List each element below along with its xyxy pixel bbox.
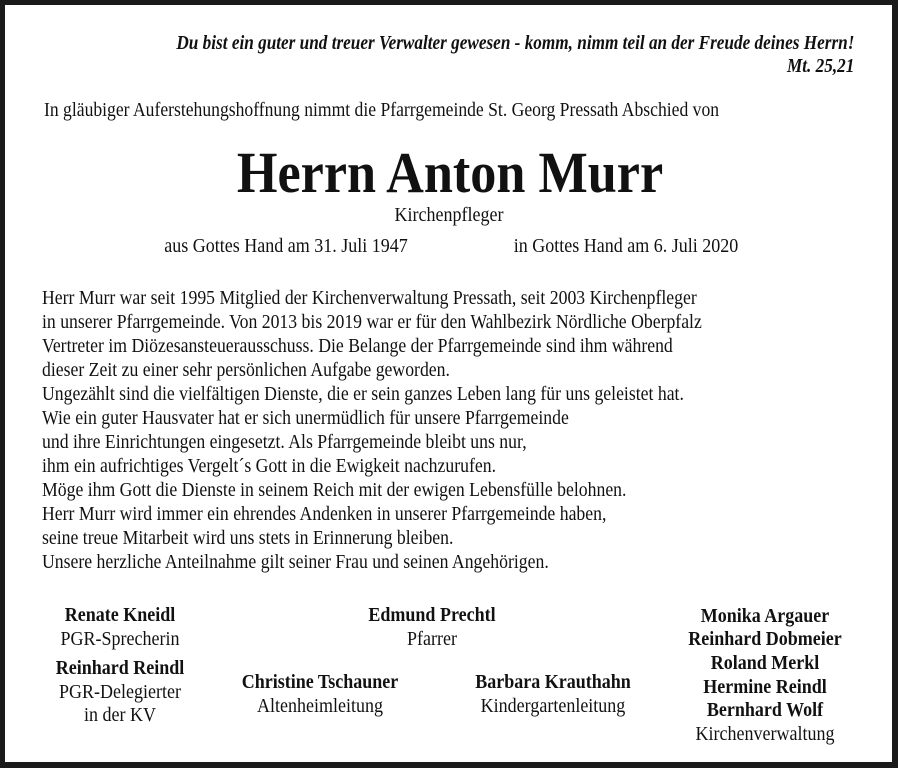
signer-role: PGR-Delegierter (59, 681, 181, 703)
signer-role: PGR-Sprecherin (60, 628, 180, 650)
signer-role: Altenheimleitung (257, 695, 383, 717)
body-line: in unserer Pfarrgemeinde. Von 2013 bis 2019 war er für den Wahlbezirk Nördliche Oberpfalz (42, 311, 702, 333)
intro-text: In gläubiger Auferstehungshoffnung nimmt die Pfarrgemeinde St. Georg Pressath Abschied von (44, 99, 720, 121)
signer-name: Christine Tschauner (241, 671, 399, 693)
body-line: Unsere herzliche Anteilnahme gilt seiner Frau und seinen Angehörigen. (42, 551, 549, 573)
signer-name: Barbara Krauthahn (475, 671, 631, 693)
signer-name: Hermine Reindl (703, 676, 827, 698)
birth-date: aus Gottes Hand am 31. Juli 1947 (164, 235, 408, 257)
signer-role: Pfarrer (407, 628, 457, 650)
body-line: Wie ein guter Hausvater hat er sich unermüdlich für unsere Pfarrgemeinde (42, 407, 569, 429)
bible-quote: Du bist ein guter und treuer Verwalter gewesen - komm, nimm teil an der Freude deines Herrn! (175, 32, 854, 54)
death-date: in Gottes Hand am 6. Juli 2020 (513, 235, 739, 257)
signer-name: Edmund Prechtl (368, 604, 496, 626)
deceased-role: Kirchenpfleger (394, 204, 504, 226)
deceased-name: Herrn Anton Murr (236, 140, 664, 205)
body-line: ihm ein aufrichtiges Vergelt´s Gott in die Ewigkeit nachzurufen. (42, 455, 497, 477)
signer-name: Roland Merkl (710, 652, 820, 674)
obituary-notice (5, 5, 892, 762)
signer-name: Monika Argauer (700, 605, 830, 627)
signer-name: Reinhard Dobmeier (688, 628, 842, 650)
signer-name: Bernhard Wolf (706, 699, 824, 721)
signer-name: Reinhard Reindl (55, 657, 185, 679)
body-line: Ungezählt sind die vielfältigen Dienste, die er sein ganzes Leben lang für uns geleistet hat. (42, 383, 684, 405)
body-line: Herr Murr war seit 1995 Mitglied der Kirchenverwaltung Pressath, seit 2003 Kirchenpfleger (42, 287, 697, 309)
body-line: dieser Zeit zu einer sehr persönlichen Aufgabe geworden. (42, 359, 450, 381)
body-line: seine treue Mitarbeit wird uns stets in Erinnerung bleiben. (42, 527, 454, 549)
body-line: und ihre Einrichtungen eingesetzt. Als Pfarrgemeinde bleibt uns nur, (42, 431, 527, 453)
body-line: Vertreter im Diözesansteuerausschuss. Die Belange der Pfarrgemeinde sind ihm während (42, 335, 673, 357)
bible-reference: Mt. 25,21 (786, 55, 854, 77)
signer-role: in der KV (84, 704, 156, 726)
body-line: Möge ihm Gott die Dienste in seinem Reich mit der ewigen Lebensfülle belohnen. (42, 479, 627, 501)
signer-role: Kindergartenleitung (480, 695, 626, 717)
body-line: Herr Murr wird immer ein ehrendes Andenken in unserer Pfarrgemeinde haben, (42, 503, 607, 525)
signer-role: Kirchenverwaltung (695, 723, 835, 745)
signer-name: Renate Kneidl (64, 604, 176, 626)
